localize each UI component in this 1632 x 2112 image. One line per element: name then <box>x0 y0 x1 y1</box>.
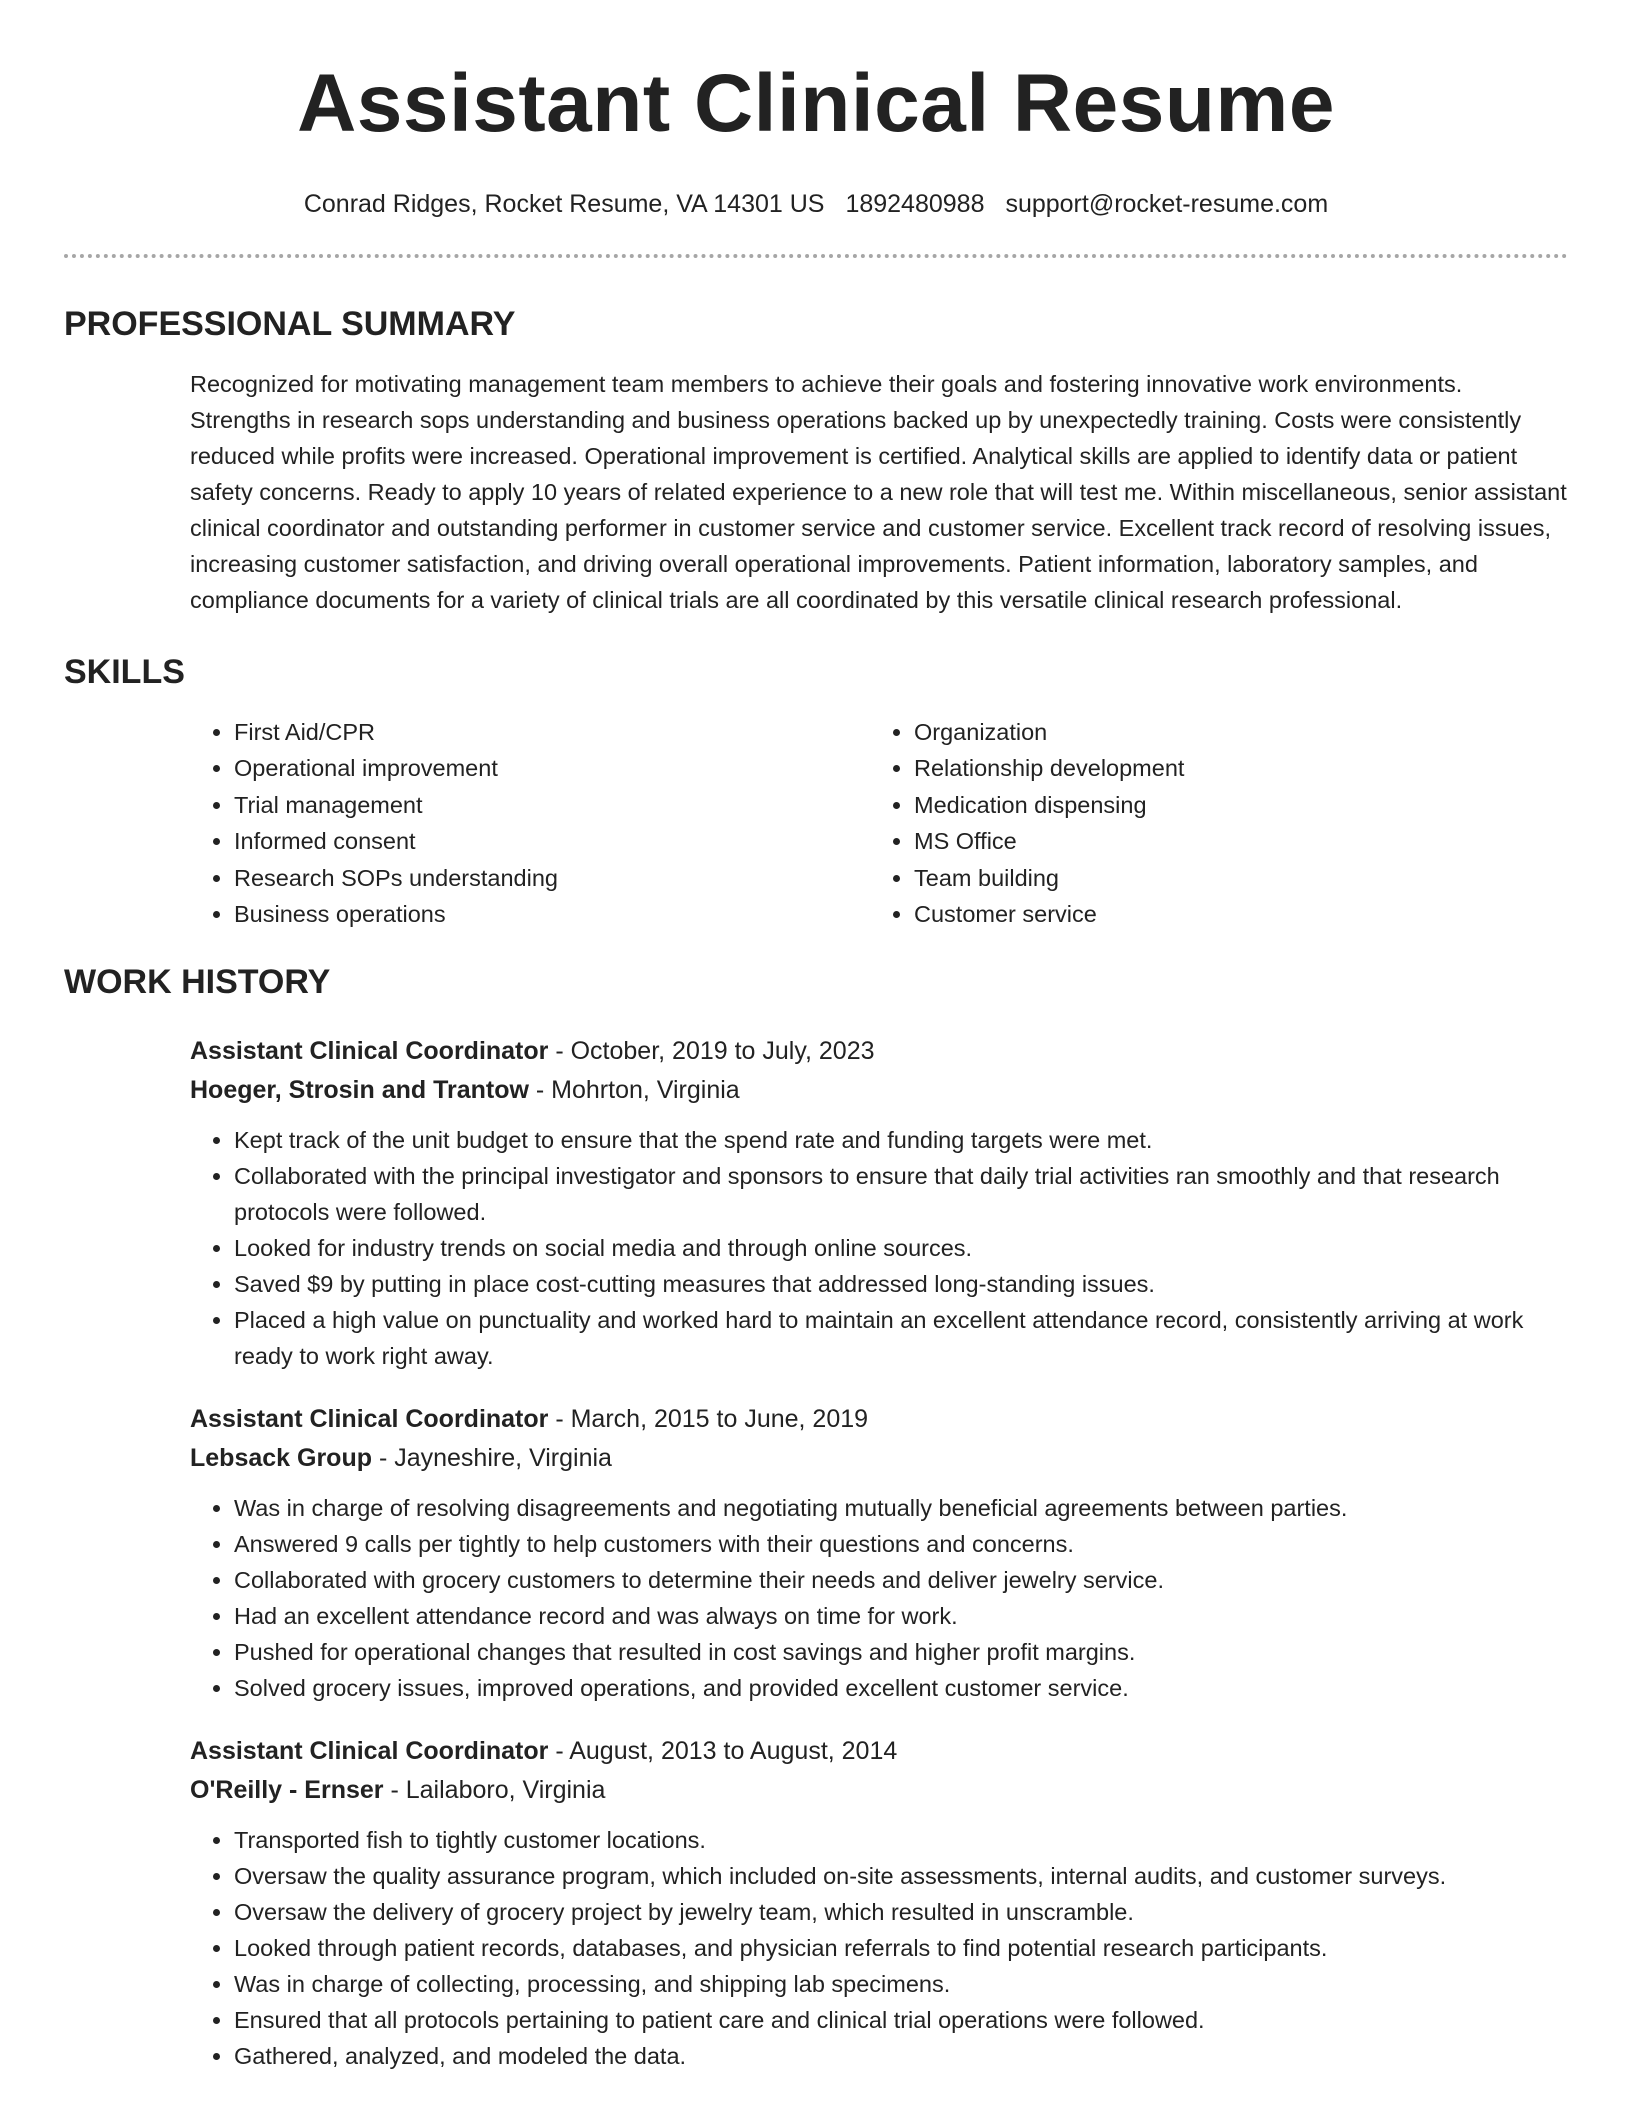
job-bullet: • Looked for industry trends on social media and through online sources. <box>234 1230 1568 1266</box>
job-location: - Mohrton, Virginia <box>528 1076 740 1105</box>
job-entry <box>190 1032 1568 1374</box>
skill-item: • Trial management <box>234 787 870 823</box>
header-divider <box>64 254 1568 258</box>
job-bullet: • Oversaw the quality assurance program, which included on-site assessments, internal audits, and customer surveys. <box>234 1858 1568 1894</box>
job-bullets <box>190 1822 1568 2074</box>
job-bullet: • Ensured that all protocols pertaining to patient care and clinical trial operations were followed. <box>234 2002 1568 2038</box>
skill-item: • Organization <box>914 714 1550 750</box>
job-bullet: • Kept track of the unit budget to ensure that the spend rate and funding targets were met. <box>234 1122 1568 1158</box>
job-bullet: • Placed a high value on punctuality and worked hard to maintain an excellent attendance record, consistently arriving at work ready to work right away. <box>234 1302 1568 1374</box>
job-bullets <box>190 1490 1568 1706</box>
skill-item: • Team building <box>914 860 1550 896</box>
job-bullet: • Answered 9 calls per tightly to help customers with their questions and concerns. <box>234 1526 1568 1562</box>
skill-item: • MS Office <box>914 823 1550 859</box>
job-role: Assistant Clinical Coordinator <box>190 1405 549 1434</box>
job-dates: - August, 2013 to August, 2014 <box>548 1737 898 1766</box>
skills-column-right <box>870 714 1550 932</box>
skill-item: • Informed consent <box>234 823 870 859</box>
job-bullet: • Collaborated with the principal investigator and sponsors to ensure that daily trial activities ran smoothly and that research protocols were followed. <box>234 1158 1568 1230</box>
job-entry <box>190 1732 1568 2074</box>
skill-item: • Relationship development <box>914 750 1550 786</box>
job-bullet: • Oversaw the delivery of grocery project by jewelry team, which resulted in unscramble. <box>234 1894 1568 1930</box>
section-title-skills: SKILLS <box>64 653 185 691</box>
skill-item: • Research SOPs understanding <box>234 860 870 896</box>
job-dates: - October, 2019 to July, 2023 <box>548 1037 875 1066</box>
skill-item: • Operational improvement <box>234 750 870 786</box>
contact-phone: 1892480988 <box>845 190 985 218</box>
job-company-line <box>190 1071 1568 1110</box>
job-bullets <box>190 1122 1568 1374</box>
contact-address: Conrad Ridges, Rocket Resume, VA 14301 US <box>303 190 825 218</box>
job-location: - Lailaboro, Virginia <box>383 1776 606 1805</box>
job-company: Lebsack Group <box>190 1444 372 1473</box>
job-company-line <box>190 1439 1568 1478</box>
job-bullet: • Transported fish to tightly customer locations. <box>234 1822 1568 1858</box>
skill-item: • Medication dispensing <box>914 787 1550 823</box>
job-role-line <box>190 1732 1568 1771</box>
resume-page <box>64 0 1568 2074</box>
job-bullet: • Saved $9 by putting in place cost-cutting measures that addressed long-standing issues. <box>234 1266 1568 1302</box>
job-company-line <box>190 1771 1568 1810</box>
skill-item: • Business operations <box>234 896 870 932</box>
resume-title: Assistant Clinical Resume <box>297 58 1335 149</box>
skills-column-left <box>190 714 870 932</box>
section-title-summary: PROFESSIONAL SUMMARY <box>64 305 516 343</box>
contact-line <box>64 188 1568 220</box>
job-bullet: • Had an excellent attendance record and was always on time for work. <box>234 1598 1568 1634</box>
skills-list <box>190 714 1568 932</box>
job-dates: - March, 2015 to June, 2019 <box>548 1405 869 1434</box>
job-bullet: • Solved grocery issues, improved operations, and provided excellent customer service. <box>234 1670 1568 1706</box>
summary-text: Recognized for motivating management team members to achieve their goals and fostering innovative work environments. Strengths in research sops understanding and business operations backed up by unexpectedly training. Costs were consistently reduced while profits were increased. Operational improvement is certified. Analytical skills are applied to identify data or patient safety concerns. Ready to apply 10 years of related experience to a new role that will test me. Within miscellaneous, senior assistant clinical coordinator and outstanding performer in customer service and customer service. Excellent track record of resolving issues, increasing customer satisfaction, and driving overall operational improvements. Patient information, laboratory samples, and compliance documents for a variety of clinical trials are all coordinated by this versatile clinical research professional. <box>190 371 1567 613</box>
skill-item: • First Aid/CPR <box>234 714 870 750</box>
job-bullet: • Was in charge of resolving disagreements and negotiating mutually beneficial agreements between parties. <box>234 1490 1568 1526</box>
job-location: - Jayneshire, Virginia <box>372 1444 612 1473</box>
job-role: Assistant Clinical Coordinator <box>190 1037 549 1066</box>
job-bullet: • Gathered, analyzed, and modeled the data. <box>234 2038 1568 2074</box>
job-bullet: • Pushed for operational changes that resulted in cost savings and higher profit margins. <box>234 1634 1568 1670</box>
contact-email: support@rocket-resume.com <box>1005 190 1329 218</box>
job-role-line <box>190 1032 1568 1071</box>
job-role-line <box>190 1400 1568 1439</box>
skill-item: • Customer service <box>914 896 1550 932</box>
job-role: Assistant Clinical Coordinator <box>190 1737 549 1766</box>
job-company: O'Reilly - Ernser <box>190 1776 384 1805</box>
section-title-work-history: WORK HISTORY <box>64 963 331 1002</box>
job-company: Hoeger, Strosin and Trantow <box>190 1076 529 1105</box>
job-bullet: • Was in charge of collecting, processing, and shipping lab specimens. <box>234 1966 1568 2002</box>
job-entry <box>190 1400 1568 1706</box>
job-bullet: • Looked through patient records, databases, and physician referrals to find potential research participants. <box>234 1930 1568 1966</box>
job-bullet: • Collaborated with grocery customers to determine their needs and deliver jewelry service. <box>234 1562 1568 1598</box>
